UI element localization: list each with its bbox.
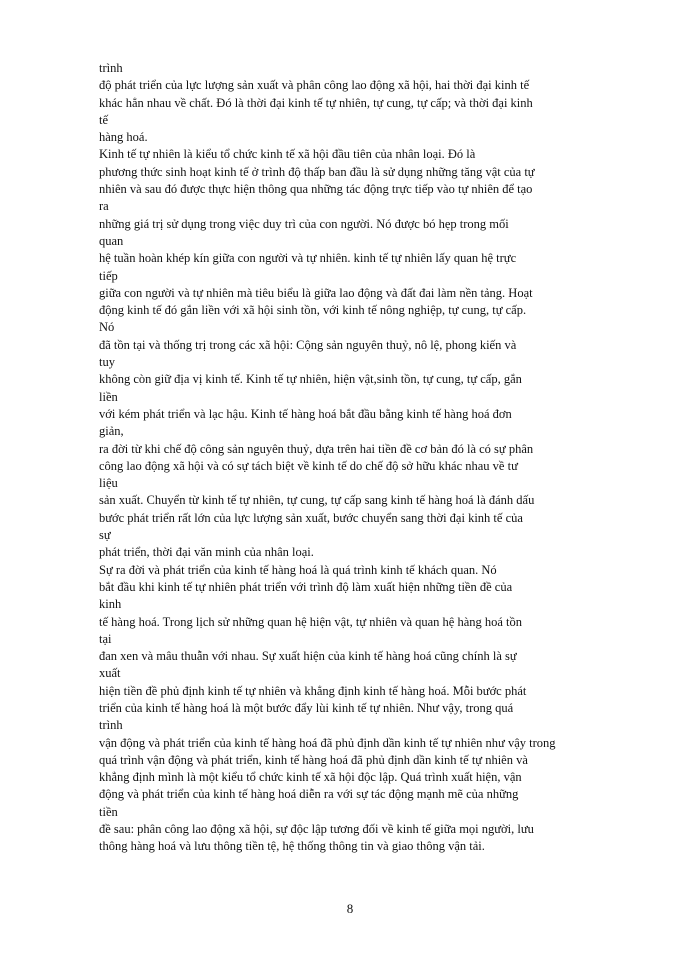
text-line: đã tồn tại và thống trị trong các xã hội: Cộng sản nguyên thuỷ, nô lệ, phong kiến và xyxy=(99,337,517,352)
text-line: tiếp xyxy=(99,268,118,283)
text-line: triển của kinh tế hàng hoá là một bước đẩy lùi kinh tế tự nhiên. Như vậy, trong quá xyxy=(99,700,514,715)
text-line: Nó xyxy=(99,320,115,335)
text-line: tiền xyxy=(99,804,118,819)
text-line: bước phát triển rất lớn của lực lượng sản xuất, bước chuyển sang thời đại kinh tế của xyxy=(99,510,523,525)
text-line: không còn giữ địa vị kinh tế. Kinh tế tự nhiên, hiện vật,sinh tồn, tự cung, tự cấp, gắn xyxy=(99,372,522,387)
text-line: liệu xyxy=(99,476,118,491)
text-line: nhiên và sau đó được thực hiện thông qua những tác động trực tiếp vào tự nhiên để tạo xyxy=(99,182,533,197)
text-line: độ phát triển của lực lượng sản xuất và phân công lao động xã hội, hai thời đại kinh tế xyxy=(99,78,530,93)
text-line: sản xuất. Chuyển từ kinh tế tự nhiên, tự cung, tự cấp sang kinh tế hàng hoá là đánh dấu xyxy=(99,493,535,508)
text-line: liền xyxy=(99,389,118,404)
text-line: quan xyxy=(99,233,124,248)
text-line: hiện tiền đề phủ định kinh tế tự nhiên và khẳng định kinh tế hàng hoá. Mỗi bước phát xyxy=(99,683,527,698)
text-line: trình xyxy=(99,718,123,733)
text-line: giản, xyxy=(99,424,124,439)
text-line: tế xyxy=(99,112,109,127)
page-number: 8 xyxy=(346,901,354,916)
text-line: Sự ra đời và phát triển của kinh tế hàng hoá là quá trình kinh tế khách quan. Nó xyxy=(99,562,497,577)
text-line: những giá trị sử dụng trong việc duy trì của con người. Nó được bó hẹp trong mối xyxy=(99,216,509,231)
text-line: kinh xyxy=(99,597,122,612)
text-line: hàng hoá. xyxy=(99,130,148,145)
text-line: khác hẳn nhau về chất. Đó là thời đại kinh tế tự nhiên, tự cung, tự cấp; và thời đại kinh xyxy=(99,95,533,110)
text-line: với kém phát triển và lạc hậu. Kinh tế hàng hoá bắt đầu bằng kinh tế hàng hoá đơn xyxy=(99,406,512,421)
text-line: quá trình vận động và phát triển, kinh tế hàng hoá đã phủ định dần kinh tế tự nhiên và xyxy=(99,752,528,767)
text-line: vận động và phát triển của kinh tế hàng hoá đã phủ định dần kinh tế tự nhiên như vậy trong xyxy=(99,735,556,750)
text-line: phát triển, thời đại văn minh của nhân loại. xyxy=(99,545,314,560)
text-line: đề sau: phân công lao động xã hội, sự độc lập tương đối về kinh tế giữa mọi người, lưu xyxy=(99,822,534,837)
text-line: bắt đầu khi kinh tế tự nhiên phát triển với trình độ làm xuất hiện những tiền đề của xyxy=(99,579,513,594)
text-line: ra đời từ khi chế độ công sản nguyên thuỷ, dựa trên hai tiền đề cơ bản đó là có sự phân xyxy=(99,441,534,456)
text-line: tuy xyxy=(99,355,115,370)
text-line: sự xyxy=(99,528,111,543)
text-line: tại xyxy=(99,631,112,646)
text-line: động và phát triển của kinh tế hàng hoá diễn ra với sự tác động mạnh mẽ của những xyxy=(99,787,519,802)
body-text xyxy=(99,60,639,856)
text-line: phương thức sinh hoạt kinh tế ở trình độ thấp ban đầu là sử dụng những tăng vật của tự xyxy=(99,164,535,179)
text-line: ra xyxy=(99,199,109,214)
text-line: động kinh tế đó gắn liền với xã hội sinh tồn, với kinh tế nông nghiệp, tự cung, tự cấp. xyxy=(99,303,527,318)
text-line: thông hàng hoá và lưu thông tiền tệ, hệ thống thông tin và giao thông vận tải. xyxy=(99,839,485,854)
text-line: công lao động xã hội và có sự tách biệt về kinh tế do chế độ sở hữu khác nhau về tư xyxy=(99,458,518,473)
text-line: Kinh tế tự nhiên là kiểu tổ chức kinh tế xã hội đầu tiên của nhân loại. Đó là xyxy=(99,147,476,162)
text-line: trình xyxy=(99,61,123,75)
text-line: giữa con người và tự nhiên mà tiêu biểu là giữa lao động và đất đai làm nền tảng. Hoạt xyxy=(99,285,533,300)
text-line: đan xen và mâu thuẫn với nhau. Sự xuất hiện của kinh tế hàng hoá cũng chính là sự xyxy=(99,649,517,664)
text-line: hệ tuần hoàn khép kín giữa con người và tự nhiên. kinh tế tự nhiên lấy quan hệ trực xyxy=(99,251,517,266)
text-line: xuất xyxy=(99,666,121,681)
text-line: tế hàng hoá. Trong lịch sử những quan hệ hiện vật, tự nhiên và quan hệ hàng hoá tồn xyxy=(99,614,523,629)
text-line: khẳng định mình là một kiểu tổ chức kinh tế xã hội độc lập. Quá trình xuất hiện, vận xyxy=(99,770,522,785)
